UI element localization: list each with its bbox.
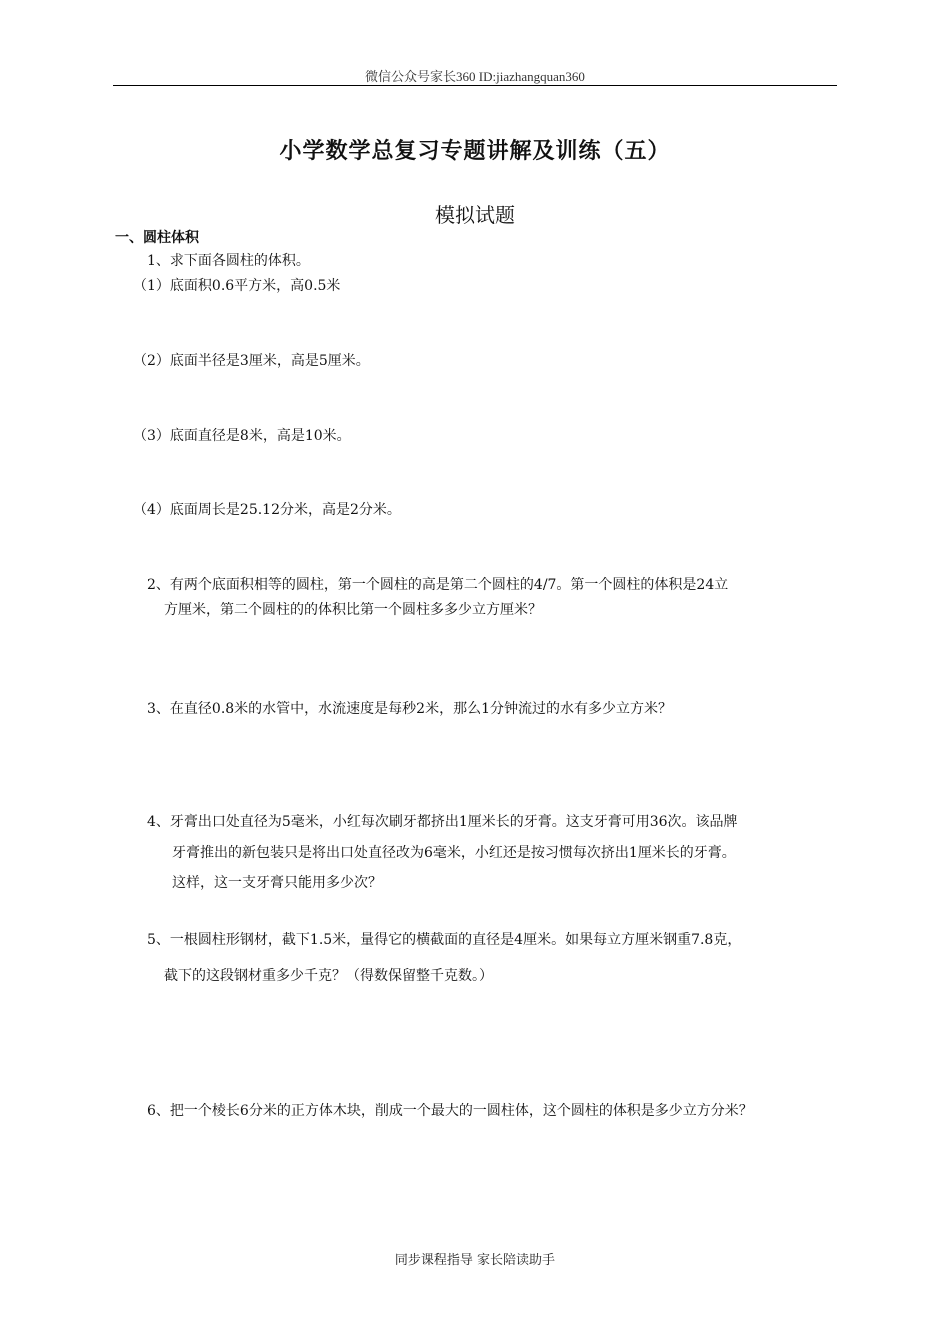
question-5-line-2: 截下的这段钢材重多少千克？（得数保留整千克数。） xyxy=(164,968,493,984)
page-footer: 同步课程指导 家长陪读助手 xyxy=(394,1253,556,1268)
question-1-part-4: （4）底面周长是25.12分米，高是2分米。 xyxy=(133,502,401,518)
page-header: 微信公众号家长360 ID:jiazhangquan360 xyxy=(365,69,585,84)
question-1-part-3: （3）底面直径是8米，高是10米。 xyxy=(133,428,351,444)
question-1-part-2: （2）底面半径是3厘米，高是5厘米。 xyxy=(133,353,370,369)
section-heading: 一、圆柱体积 xyxy=(115,230,199,246)
document-subtitle: 模拟试题 xyxy=(435,203,515,227)
question-4-line-2: 牙膏推出的新包装只是将出口处直径改为6毫米，小红还是按习惯每次挤出1厘米长的牙膏。 xyxy=(172,845,736,861)
question-1-prompt: 1、求下面各圆柱的体积。 xyxy=(147,253,310,269)
document-title: 小学数学总复习专题讲解及训练（五） xyxy=(279,139,671,164)
question-1-part-1: （1）底面积0.6平方米，高0.5米 xyxy=(133,278,341,294)
question-2-line-2: 方厘米，第二个圆柱的的体积比第一个圆柱多多少立方厘米？ xyxy=(164,602,542,618)
question-4-line-1: 4、牙膏出口处直径为5毫米，小红每次刷牙都挤出1厘米长的牙膏。这支牙膏可用36次。该品牌 xyxy=(147,814,738,830)
header-divider xyxy=(113,85,837,86)
question-6-line-1: 6、把一个棱长6分米的正方体木块，削成一个最大的一圆柱体，这个圆柱的体积是多少立方分米？ xyxy=(147,1103,753,1119)
question-4-line-3: 这样，这一支牙膏只能用多少次？ xyxy=(172,875,382,891)
question-5-line-1: 5、一根圆柱形钢材，截下1.5米，量得它的横截面的直径是4厘米。如果每立方厘米钢重7.8克， xyxy=(147,932,742,948)
question-2-line-1: 2、有两个底面积相等的圆柱，第一个圆柱的高是第二个圆柱的4/7。第一个圆柱的体积是24立 xyxy=(147,577,729,593)
question-3-line-1: 3、在直径0.8米的水管中，水流速度是每秒2米，那么1分钟流过的水有多少立方米？ xyxy=(147,701,672,717)
